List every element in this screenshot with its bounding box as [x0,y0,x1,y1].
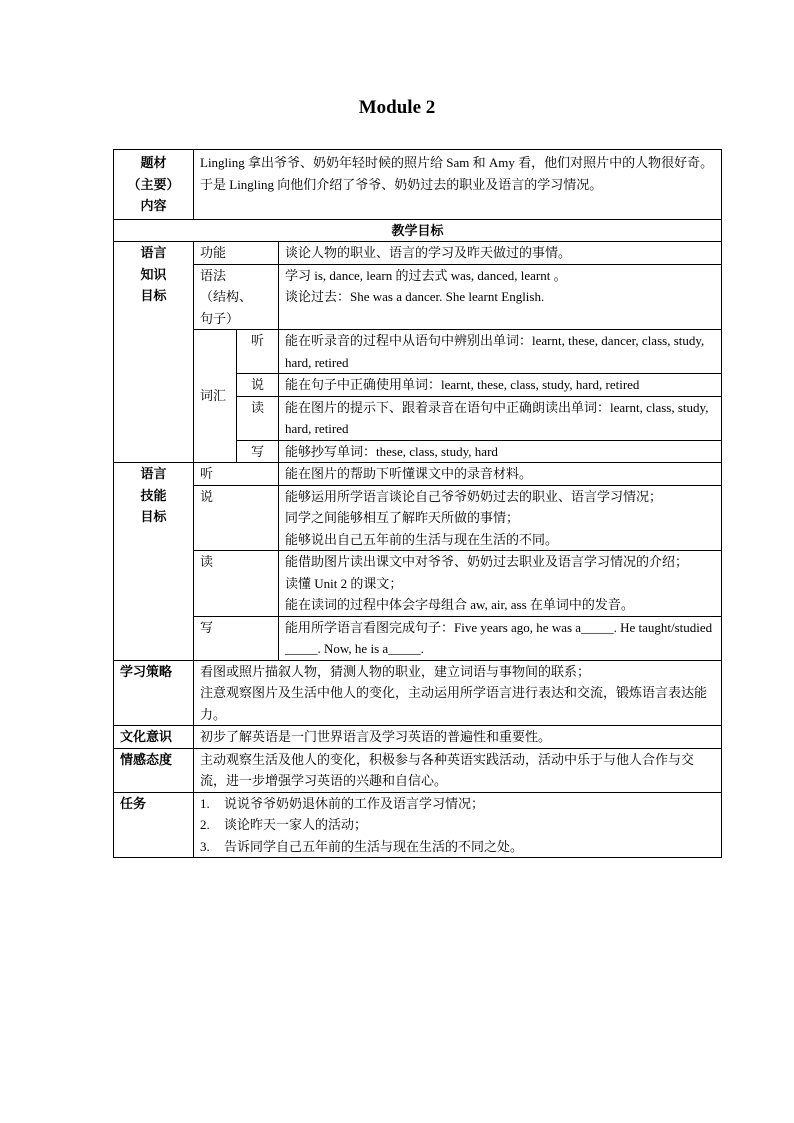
function-row [114,242,722,265]
attitude-row [114,748,722,792]
write-text: 能用所学语言看图完成句子：Five years ago, he was a_____. He taught/studied _____. Now, he is a_____. [279,616,722,660]
grammar-row [114,264,722,330]
speak-row [114,485,722,551]
tasks-row [114,792,722,858]
read-text: 能借助图片读出课文中对爷爷、奶奶过去职业及语言学习情况的介绍； 读懂 Unit 2 的课文； 能在读词的过程中体会字母组合 aw, air, ass 在单词中的发音。 [279,551,722,617]
vocab-label: 词汇 [194,330,237,463]
write-row [114,616,722,660]
function-text: 谈论人物的职业、语言的学习及昨天做过的事情。 [279,242,722,265]
strategy-text: 看图或照片描叙人物，猜测人物的职业，建立词语与事物间的联系； 注意观察图片及生活中他人的变化，主动运用所学语言进行表达和交流，锻炼语言表达能力。 [194,660,722,726]
vocab-skill: 写 [237,440,279,463]
knowledge-label: 语言 知识 目标 [114,242,194,463]
vocab-text: 能在听录音的过程中从语句中辨别出单词：learnt, these, dancer, class, study, hard, retired [279,330,722,374]
culture-row [114,726,722,749]
vocab-skill: 说 [237,374,279,397]
listen-row [114,463,722,486]
tasks-label: 任务 [114,792,194,858]
write-label: 写 [194,616,279,660]
attitude-label: 情感态度 [114,748,194,792]
vocab-text: 能在句子中正确使用单词：learnt, these, class, study, hard, retired [279,374,722,397]
vocab-text: 能在图片的提示下、跟着录音在语句中正确朗读出单词：learnt, class, study, hard, retired [279,396,722,440]
speak-label: 说 [194,485,279,551]
task-item: 3. 告诉同学自己五年前的生活与现在生活的不同之处。 [200,838,524,854]
grammar-label: 语法 （结构、 句子） [194,264,279,330]
task-item: 2. 谈论昨天一家人的活动； [200,817,368,832]
objectives-header-row [114,219,722,242]
task-item: 1. 说说爷爷奶奶退休前的工作及语言学习情况； [200,795,485,811]
culture-label: 文化意识 [114,726,194,749]
skills-label: 语言 技能 目标 [114,463,194,661]
topic-label: 题材 （主要） 内容 [114,150,194,220]
strategy-row [114,660,722,726]
lesson-plan-table [113,149,722,858]
topic-row [114,150,722,220]
topic-content: Lingling 拿出爷爷、奶奶年轻时候的照片给 Sam 和 Amy 看，他们对照片中的人物很好奇。于是 Lingling 向他们介绍了爷爷、奶奶过去的职业及语言的学习情况。 [194,150,722,220]
vocab-skill: 听 [237,330,279,374]
objectives-header: 教学目标 [114,219,722,242]
page-title: Module 2 [358,97,436,118]
read-label: 读 [194,551,279,617]
listen-label: 听 [194,463,279,486]
vocab-text: 能够抄写单词：these, class, study, hard [279,440,722,463]
attitude-text: 主动观察生活及他人的变化，积极参与各种英语实践活动，活动中乐于与他人合作与交流，进一步增强学习英语的兴趣和自信心。 [194,748,722,792]
speak-text: 能够运用所学语言谈论自己爷爷奶奶过去的职业、语言学习情况； 同学之间能够相互了解昨天所做的事情； 能够说出自己五年前的生活与现在生活的不同。 [279,485,722,551]
function-label: 功能 [194,242,279,265]
vocab-row [114,330,722,374]
culture-text: 初步了解英语是一门世界语言及学习英语的普遍性和重要性。 [194,726,722,749]
listen-text: 能在图片的帮助下听懂课文中的录音材料。 [279,463,722,486]
tasks-list [194,792,722,858]
grammar-text: 学习 is, dance, learn 的过去式 was, danced, learnt 。 谈论过去：She was a dancer. She learnt English. [279,264,722,330]
strategy-label: 学习策略 [114,660,194,726]
read-row [114,551,722,617]
vocab-skill: 读 [237,396,279,440]
